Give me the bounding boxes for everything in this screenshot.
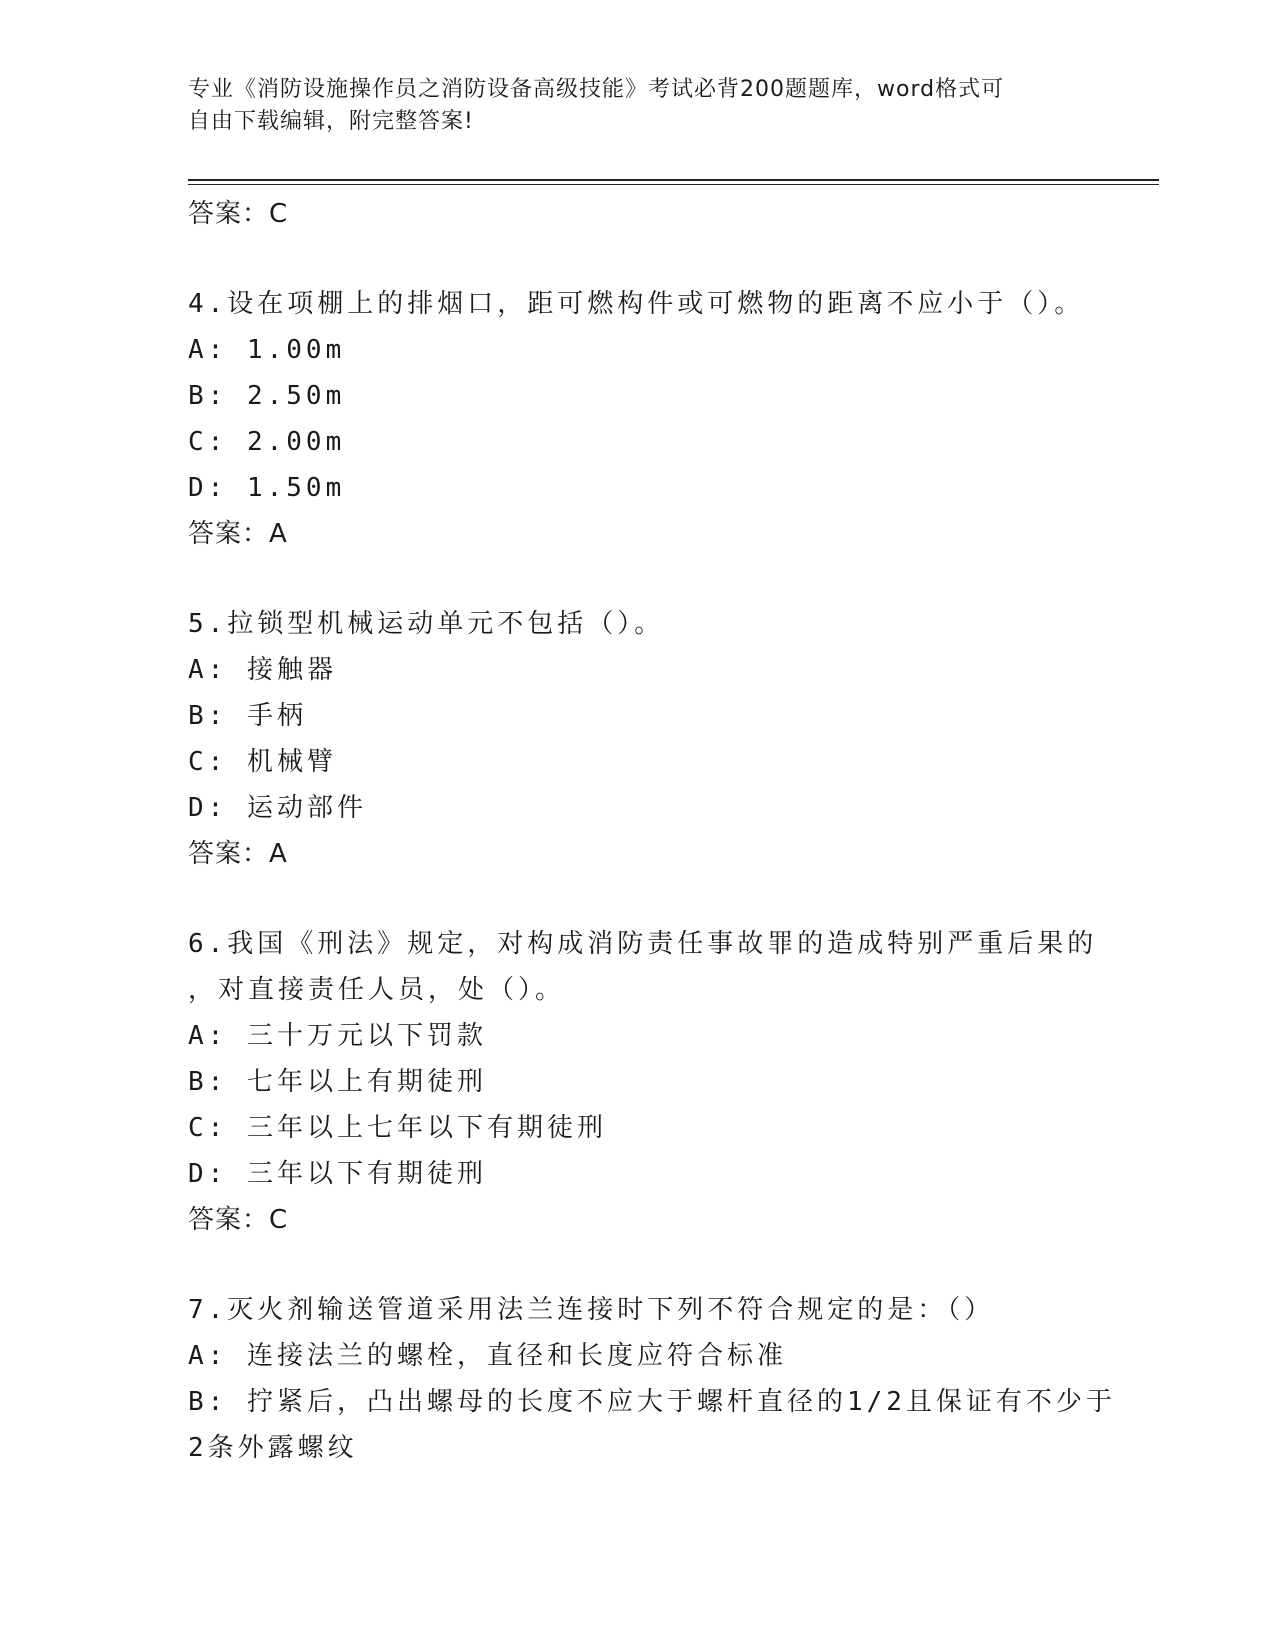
- question-text: 5.拉锁型机械运动单元不包括（）。: [188, 609, 665, 639]
- header-rule-thick: [188, 179, 1159, 181]
- option-b: B: 七年以上有期徒刑: [188, 1067, 487, 1097]
- question-text: 7.灭火剂输送管道采用法兰连接时下列不符合规定的是：（）: [188, 1295, 995, 1325]
- option-a: A: 1.00m: [188, 335, 346, 365]
- header-rule-thin: [188, 184, 1159, 185]
- option-a: A: 连接法兰的螺栓，直径和长度应符合标准: [188, 1341, 787, 1371]
- option-b: B: 2.50m: [188, 381, 346, 411]
- answer: 答案：A: [188, 519, 288, 549]
- option-c: C: 2.00m: [188, 427, 346, 457]
- question-list: [188, 191, 1116, 1471]
- option-a: A: 接触器: [188, 655, 337, 685]
- option-d: D: 1.50m: [188, 473, 346, 503]
- option-d: D: 运动部件: [188, 793, 367, 823]
- question-7: [188, 1287, 1116, 1471]
- question-text: 4.设在项棚上的排烟口，距可燃构件或可燃物的距离不应小于（）。: [188, 289, 1085, 319]
- answer: 答案：A: [188, 839, 288, 869]
- question-text-line-1: 6.我国《刑法》规定，对构成消防责任事故罪的造成特别严重后果的: [188, 929, 1098, 959]
- previous-answer: 答案：C: [188, 199, 289, 229]
- option-b-line-2: 2条外露螺纹: [188, 1433, 358, 1463]
- question-5: [188, 601, 1088, 877]
- header-line-1: 专业《消防设施操作员之消防设备高级技能》考试必背200题题库，word格式可: [188, 77, 1005, 102]
- option-a: A: 三十万元以下罚款: [188, 1021, 487, 1051]
- answer: 答案：C: [188, 1205, 289, 1235]
- header-line-2: 自由下载编辑，附完整答案!: [188, 109, 474, 134]
- option-b-line-1: B: 拧紧后，凸出螺母的长度不应大于螺杆直径的1/2且保证有不少于: [188, 1387, 1116, 1417]
- question-text-line-2: ，对直接责任人员，处（）。: [188, 975, 566, 1005]
- option-c: C: 三年以上七年以下有期徒刑: [188, 1113, 607, 1143]
- option-b: B: 手柄: [188, 701, 307, 731]
- option-c: C: 机械臂: [188, 747, 337, 777]
- question-4: [188, 281, 1088, 557]
- question-6: [188, 921, 1098, 1243]
- document-header: [188, 74, 1088, 138]
- option-d: D: 三年以下有期徒刑: [188, 1159, 487, 1189]
